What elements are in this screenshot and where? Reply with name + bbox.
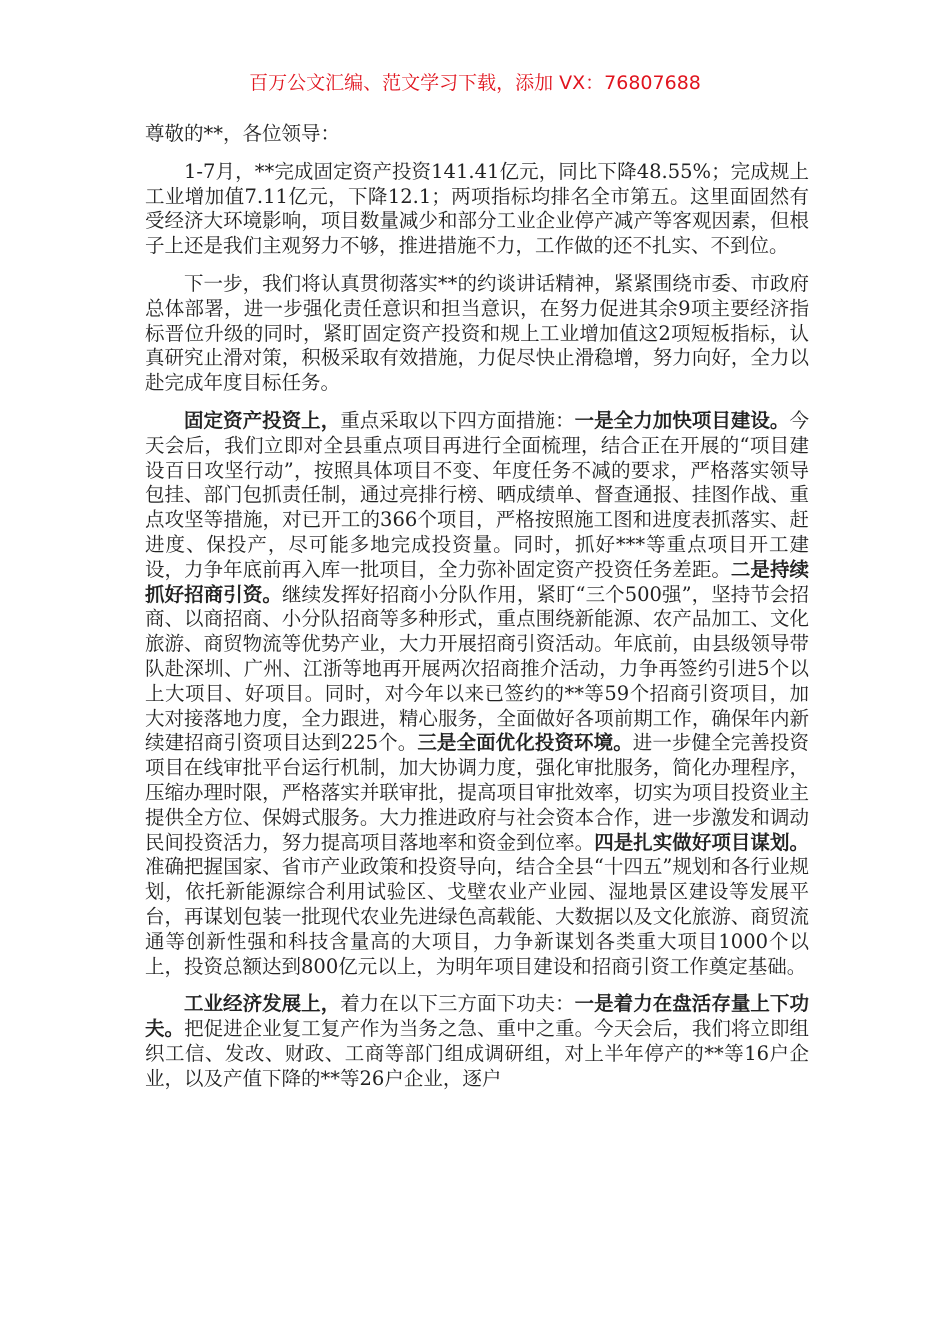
paragraph-text: 进一步健全完善投资项目在线审批平台运行机制，加大协调力度，强化审批服务，简化办理程序，压缩办理时限，严格落实并联审批，提高项目审批效率，切实为项目投资业主提供全方位、保姆式服务。大力推进政府与社会资本合作，进一步激发和调动民间投资活力，努力提高项目落地率和资金到位率。 [145, 731, 809, 854]
paragraph-performance-summary [145, 160, 809, 259]
document-body [145, 122, 809, 1104]
watermark-header: 百万公文汇编、范文学习下载，添加 VX：76807688 [249, 72, 701, 94]
paragraph-text: 准确把握国家、省市产业政策和投资导向，结合全县“十四五”规划和各行业规划，依托新能源综合利用试验区、戈壁农业产业园、湿地景区建设等发展平台，再谋划包装一批现代农业先进绿色高载能、大数据以及文化旅游、商贸流通等创新性强和科技含量高的大项目，力争新谋划各类重大项目1000个以上，投资总额达到800亿元以上，为明年项目建设和招商引资工作奠定基础。 [145, 855, 809, 978]
measure-heading-3: 三是全面优化投资环境。 [417, 731, 633, 755]
measure-heading-1: 一是全力加快项目建设。 [574, 408, 790, 432]
paragraph-next-steps [145, 272, 809, 396]
measure-heading-2: 二是持续抓好招商引资。 [145, 557, 809, 606]
measure-heading-4: 四是扎实做好项目谋划。 [594, 830, 809, 854]
paragraph-text: 1-7月，**完成固定资产投资141.41亿元，同比下降48.55%；完成规上工业增加值7.11亿元，下降12.1；两项指标均排名全市第五。这里面固然有受经济大环境影响，项目数量减少和部分工业企业停产减产等客观因素，但根子上还是我们主观努力不够，推进措施不力，工作做的还不扎实、不到位。 [145, 159, 809, 258]
section-heading: 工业经济发展上， [184, 992, 341, 1016]
paragraph-text: 今天会后，我们立即对全县重点项目再进行全面梳理，结合正在开展的“项目建设百日攻坚行动”，按照具体项目不变、年度任务不减的要求，严格落实领导包挂、部门包抓责任制，通过亮排行榜、晒成绩单、督查通报、挂图作战、重点攻坚等措施，对已开工的366个项目，严格按照施工图和进度表抓落实、赶进度、保投产，尽可能多地完成投资量。同时，抓好***等重点项目开工建设，力争年底前再入库一批项目，全力弥补固定资产投资任务差距。 [145, 408, 809, 581]
paragraph-text: 把促进企业复工复产作为当务之急、重中之重。今天会后，我们将立即组织工信、发改、财政、工商等部门组成调研组，对上半年停产的**等16户企业，以及产值下降的**等26户企业，逐户 [145, 1017, 809, 1090]
measure-heading-1: 一是着力在盘活存量上下功夫。 [145, 992, 809, 1041]
paragraph-text: 继续发挥好招商小分队作用，紧盯“三个500强”，坚持节会招商、以商招商、小分队招商等多种形式，重点围绕新能源、农产品加工、文化旅游、商贸物流等优势产业，大力开展招商引资活动。年底前，由县级领导带队赴深圳、广州、江浙等地再开展两次招商推介活动，力争再签约引进5个以上大项目、好项目。同时，对今年以来已签约的**等59个招商引资项目，加大对接落地力度，全力跟进，精心服务，全面做好各项前期工作，确保年内新续建招商引资项目达到225个。 [145, 582, 809, 755]
paragraph-industrial-economy [145, 992, 809, 1091]
paragraph-fixed-asset-investment [145, 409, 809, 979]
paragraph-text: 着力在以下三方面下功夫： [340, 992, 575, 1016]
paragraph-text: 重点采取以下四方面措施： [340, 408, 575, 432]
paragraph-text: 下一步，我们将认真贯彻落实**的约谈讲话精神，紧紧围绕市委、市政府总体部署，进一步强化责任意识和担当意识，在努力促进其余9项主要经济指标晋位升级的同时，紧盯固定资产投资和规上工业增加值这2项短板指标，认真研究止滑对策，积极采取有效措施，力促尽快止滑稳增，努力向好，全力以赴完成年度目标任务。 [145, 271, 809, 395]
section-heading: 固定资产投资上， [184, 408, 341, 432]
greeting: 尊敬的**，各位领导： [145, 122, 341, 145]
